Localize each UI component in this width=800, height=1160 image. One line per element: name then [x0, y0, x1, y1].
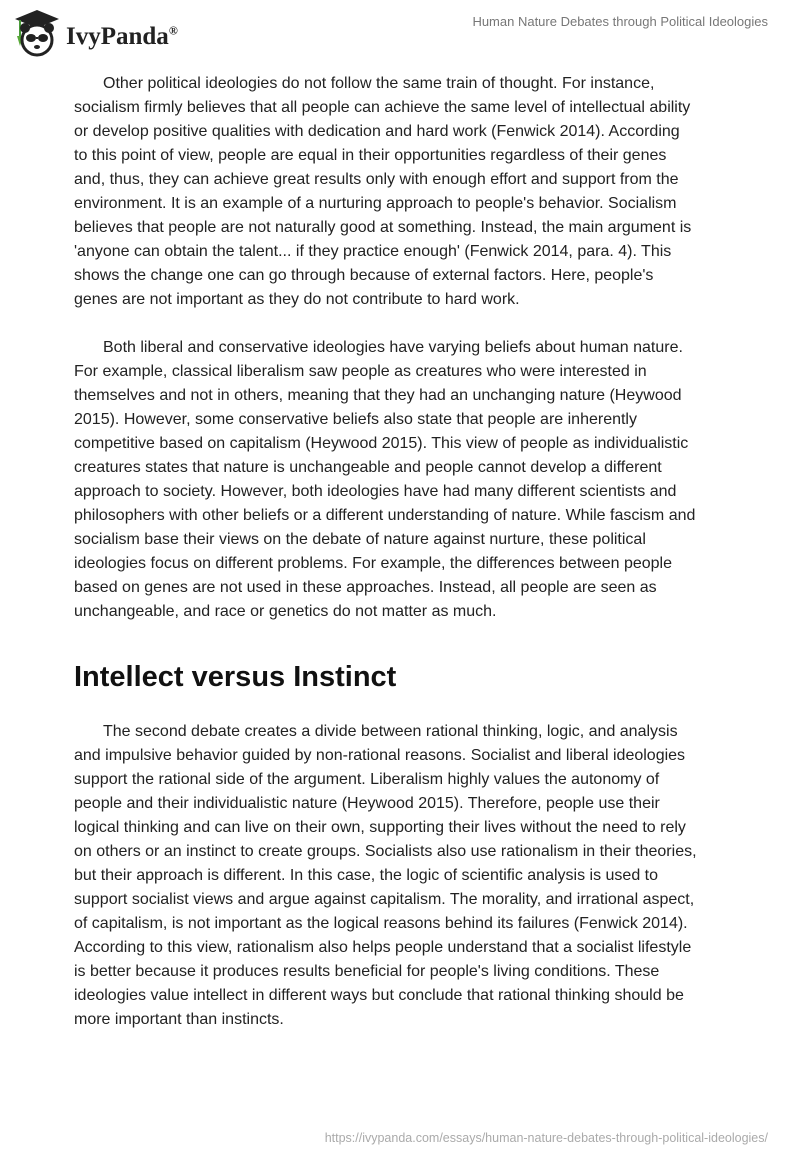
- page-header: [0, 0, 800, 60]
- paragraph: [74, 72, 754, 312]
- text-line: to this point of view, people are equal in their opportunities regardless of their genes: [74, 147, 667, 164]
- text-line: believes that people are not naturally good at something. Instead, the main argument is: [74, 219, 692, 236]
- text-line: For example, classical liberalism saw people as creatures who were interested in: [74, 363, 647, 380]
- section-heading: Intellect versus Instinct: [74, 661, 397, 693]
- text-line: The second debate creates a divide between rational thinking, logic, and analysis: [103, 723, 678, 740]
- brand-name: IvyPanda®: [66, 23, 178, 50]
- text-line: themselves and not in others, meaning that they had an unchanging nature (Heywood: [74, 387, 682, 404]
- text-line: on others or an instinct to create groups. Socialists also use rationalism in their theories,: [74, 843, 697, 860]
- text-line: support the rational side of the argument. Liberalism highly values the autonomy of: [74, 771, 660, 788]
- text-line: environment. It is an example of a nurturing approach to people's behavior. Socialism: [74, 195, 677, 212]
- text-line: Both liberal and conservative ideologies have varying beliefs about human nature.: [103, 339, 683, 356]
- text-line: but their approach is different. In this case, the logic of scientific analysis is used to: [74, 867, 659, 884]
- text-line: and, thus, they can achieve great results only with enough effort and support from the: [74, 171, 679, 188]
- text-line: more important than instincts.: [74, 1011, 284, 1028]
- text-line: of capitalism, is not important as the logical reasons behind its failures (Fenwick 2014).: [74, 915, 688, 932]
- text-line: ideologies focus on different problems. For example, the differences between people: [74, 555, 672, 572]
- text-line: According to this view, rationalism also helps people understand that a socialist lifestyle: [74, 939, 692, 956]
- essay-content: [74, 72, 754, 1056]
- text-line: unchangeable, and race or genetics do not matter as much.: [74, 603, 497, 620]
- document-title: Human Nature Debates through Political Ideologies: [472, 14, 768, 29]
- text-line: 2015). However, some conservative beliefs also state that people are inherently: [74, 411, 637, 428]
- text-line: and impulsive behavior guided by non-rational reasons. Socialist and liberal ideologies: [74, 747, 686, 764]
- paragraph: [74, 336, 754, 624]
- text-line: competitive based on capitalism (Heywood 2015). This view of people as individualistic: [74, 435, 689, 452]
- text-line: socialism base their views on the debate of nature against nurture, these political: [74, 531, 646, 548]
- text-line: logical thinking and can live on their own, supporting their lives without the need to rely: [74, 819, 686, 836]
- text-line: ideologies value intellect in different ways but conclude that rational thinking should be: [74, 987, 684, 1004]
- panda-graduate-icon: [12, 8, 62, 58]
- text-line: people and their individualistic nature (Heywood 2015). Therefore, people use their: [74, 795, 660, 812]
- text-line: approach to society. However, both ideologies have had many different scientists and: [74, 483, 677, 500]
- text-line: is better because it produces results beneficial for people's living conditions. These: [74, 963, 660, 980]
- text-line: shows the change one can go through because of external factors. Here, people's: [74, 267, 654, 284]
- paragraph: [74, 720, 754, 1032]
- text-line: socialism firmly believes that all people can achieve the same level of intellectual ability: [74, 99, 691, 116]
- ivypanda-logo[interactable]: [12, 8, 178, 58]
- text-line: genes are not important as they do not contribute to hard work.: [74, 291, 520, 308]
- text-line: or develop positive qualities with dedication and hard work (Fenwick 2014). According: [74, 123, 680, 140]
- source-url[interactable]: https://ivypanda.com/essays/human-nature-debates-through-political-ideologies/: [324, 1131, 768, 1145]
- text-line: creatures states that nature is unchangeable and people cannot develop a different: [74, 459, 662, 476]
- text-line: 'anyone can obtain the talent... if they practice enough' (Fenwick 2014, para. 4). This: [74, 243, 672, 260]
- text-line: support socialist views and argue against capitalism. The morality, and irrational aspect,: [74, 891, 695, 908]
- text-line: Other political ideologies do not follow the same train of thought. For instance,: [103, 75, 655, 92]
- text-line: based on genes are not used in these approaches. Instead, all people are seen as: [74, 579, 657, 596]
- text-line: philosophers with other beliefs or a different understanding of nature. While fascism and: [74, 507, 696, 524]
